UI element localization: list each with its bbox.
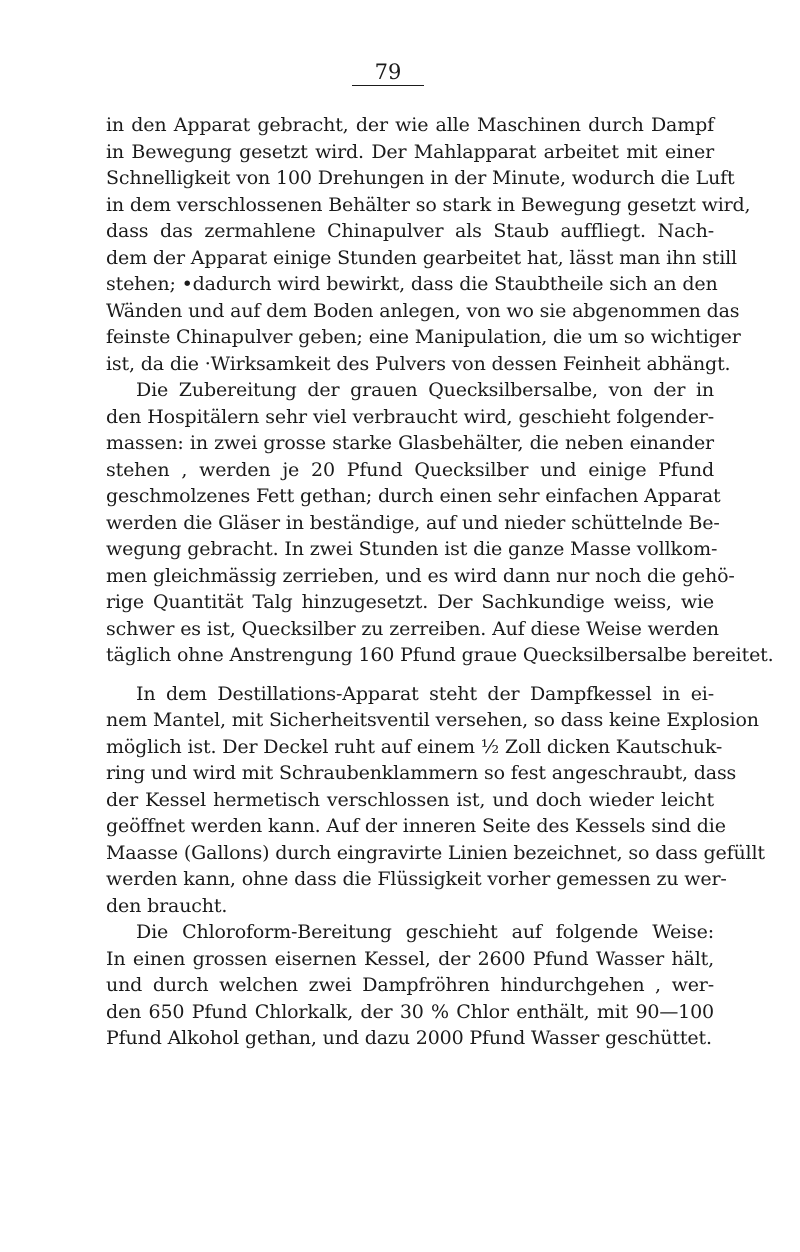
text-line: werden kann, ohne dass die Flüssigkeit vorher gemessen zu wer- [106,868,727,890]
text-line: massen: in zwei grosse starke Glasbehälter, die neben einander [106,432,714,454]
paragraph-1 [106,112,751,377]
text-line: der Kessel hermetisch verschlossen ist, und doch wieder leicht [106,788,714,811]
text-line: stehen , werden je 20 Pfund Quecksilber und einige Pfund [106,458,714,481]
text-line: Die Chloroform-Bereitung geschieht auf folgende Weise: [136,921,714,943]
paragraph-3 [106,681,765,920]
text-line: In einen grossen eisernen Kessel, der 2600 Pfund Wasser hält, [106,947,714,970]
text-line: den Hospitälern sehr viel verbraucht wird, geschieht folgender- [106,405,714,428]
text-line: dass das zermahlene Chinapulver als Staub auffliegt. Nach- [106,220,714,242]
text-line: Die Zubereitung der grauen Quecksilbersalbe, von der in [136,379,714,401]
text-line: in dem verschlossenen Behälter so stark in Bewegung gesetzt wird, [106,193,751,216]
text-line: nem Mantel, mit Sicherheitsventil versehen, so dass keine Explosion [106,709,759,731]
text-line: geöffnet werden kann. Auf der inneren Seite des Kessels sind die [106,815,726,837]
text-line: werden die Gläser in beständige, auf und nieder schüttelnde Be- [106,511,720,534]
text-line: dem der Apparat einige Stunden gearbeitet hat, lässt man ihn still [106,246,737,269]
paragraph-4 [106,919,714,1052]
text-line: wegung gebracht. In zwei Stunden ist die ganze Masse vollkom- [106,538,718,560]
text-line: Pfund Alkohol gethan, und dazu 2000 Pfund Wasser geschüttet. [106,1027,712,1049]
body-text [106,112,774,1052]
text-line: den braucht. [106,894,228,917]
text-line: Schnelligkeit von 100 Drehungen in der Minute, wodurch die Luft [106,167,735,189]
text-line: möglich ist. Der Deckel ruht auf einem ½ Zoll dicken Kautschuk- [106,735,723,758]
text-line: schwer es ist, Quecksilber zu zerreiben. Auf diese Weise werden [106,617,719,640]
text-line: Wänden und auf dem Boden anlegen, von wo sie abgenommen das [106,299,740,322]
text-line: und durch welchen zwei Dampfröhren hindurchgehen , wer- [106,974,714,996]
text-line: rige Quantität Talg hinzugesetzt. Der Sachkundige weiss, wie [106,591,714,613]
page-number: 79 [352,60,424,86]
text-line: ring und wird mit Schraubenklammern so fest angeschraubt, dass [106,762,737,784]
text-line: feinste Chinapulver geben; eine Manipulation, die um so wichtiger [106,326,741,348]
text-line: den 650 Pfund Chlorkalk, der 30 % Chlor enthält, mit 90—100 [106,1000,714,1023]
text-line: in den Apparat gebracht, der wie alle Maschinen durch Dampf [106,114,714,136]
text-line: ist, da die ·Wirksamkeit des Pulvers von dessen Feinheit abhängt. [106,352,731,375]
text-line: Maasse (Gallons) durch eingravirte Linien bezeichnet, so dass gefüllt [106,841,765,864]
text-line: In dem Destillations-Apparat steht der Dampfkessel in ei- [136,682,714,705]
text-line: men gleichmässig zerrieben, und es wird dann nur noch die gehö- [106,564,735,587]
paragraph-2 [106,377,774,669]
text-line: täglich ohne Anstrengung 160 Pfund graue Quecksilbersalbe bereitet. [106,644,774,666]
paragraph-gap [106,669,714,681]
text-line: geschmolzenes Fett gethan; durch einen sehr einfachen Apparat [106,485,721,507]
text-line: stehen; •dadurch wird bewirkt, dass die Staubtheile sich an den [106,273,718,295]
text-line: in Bewegung gesetzt wird. Der Mahlapparat arbeitet mit einer [106,140,714,163]
